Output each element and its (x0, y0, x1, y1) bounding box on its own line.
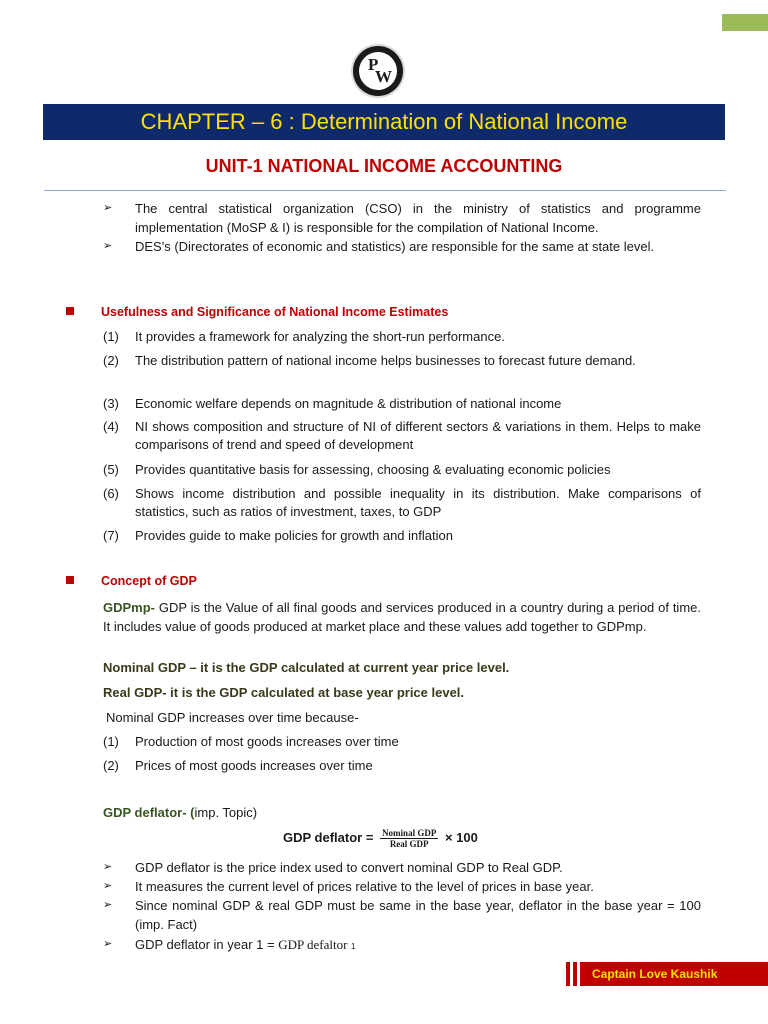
nominal-gdp-definition: Nominal GDP – it is the GDP calculated at current year price level. (103, 660, 510, 675)
arrow-bullet-icon: ➢ (103, 240, 113, 252)
logo-inner (359, 52, 397, 90)
item-text: Provides quantitative basis for assessing, choosing & evaluating economic policies (135, 462, 611, 477)
gdpmp-paragraph (103, 598, 701, 636)
author-badge (566, 962, 768, 986)
deflator-bullet (103, 858, 701, 877)
last-bullet-formula: GDP defaltor (278, 937, 348, 952)
bullet-text (135, 935, 701, 956)
formula-numerator: Nominal GDP (382, 828, 437, 838)
pw-logo (353, 46, 403, 96)
item-number: (7) (103, 528, 119, 543)
list-item (103, 461, 701, 479)
list-item (103, 757, 701, 775)
logo-letter-p: P (368, 55, 379, 74)
item-text: The distribution pattern of national income helps businesses to forecast future demand. (135, 353, 636, 368)
deflator-bullet (103, 877, 701, 896)
list-item (103, 328, 701, 346)
item-text: Prices of most goods increases over time (135, 758, 373, 773)
deflator-formula (283, 828, 478, 849)
list-item (103, 395, 701, 413)
gdpmp-text: GDP is the Value of all final goods and services produced in a country during a period of time. It includes value of goods produced at market place and these values add together to GDPmp. (103, 600, 701, 634)
formula-rhs: × 100 (444, 829, 478, 845)
gdpmp-label: GDPmp- (103, 600, 155, 615)
item-number: (6) (103, 486, 119, 501)
arrow-bullet-icon: ➢ (103, 938, 113, 950)
increase-intro: Nominal GDP increases over time because- (106, 710, 359, 725)
bullet-text: Since nominal GDP & real GDP must be same in the base year, deflator in the base year = 100 (imp. Fact) (135, 898, 701, 932)
intro-bullet (103, 237, 701, 256)
deflator-bullet (103, 896, 701, 934)
real-gdp-definition: Real GDP- it is the GDP calculated at base year price level. (103, 685, 465, 700)
item-number: (2) (103, 758, 119, 773)
unit-title: UNIT-1 NATIONAL INCOME ACCOUNTING (205, 156, 563, 176)
chapter-title: CHAPTER – 6 : Determination of National Income (43, 104, 725, 140)
arrow-bullet-icon: ➢ (103, 880, 113, 892)
list-item (103, 527, 701, 545)
item-number: (1) (103, 734, 119, 749)
last-bullet-prefix: GDP deflator in year 1 = (135, 937, 279, 952)
arrow-bullet-icon: ➢ (103, 202, 113, 214)
deflator-label: GDP deflator- ( (103, 805, 195, 820)
list-item (103, 352, 701, 370)
section-heading-text: Concept of GDP (101, 574, 197, 588)
square-bullet-icon (66, 576, 74, 584)
square-bullet-icon (66, 307, 74, 315)
item-text: Economic welfare depends on magnitude & distribution of national income (135, 396, 562, 411)
item-number: (5) (103, 462, 119, 477)
deflator-bullet (103, 935, 701, 956)
formula-fraction (380, 828, 438, 849)
list-item (103, 733, 701, 751)
arrow-bullet-icon: ➢ (103, 861, 113, 873)
bullet-text: DES's (Directorates of economic and statistics) are responsible for the same at state level. (135, 239, 655, 254)
last-bullet-subscript: 1 (351, 942, 356, 951)
item-text: Provides guide to make policies for growth and inflation (135, 528, 453, 543)
section-heading-usefulness (66, 305, 448, 319)
corner-tab (722, 14, 768, 31)
bullet-text: The central statistical organization (CSO) in the ministry of statistics and programme implementation (MoSP & I) is responsible for the compilation of National Income. (135, 201, 701, 235)
bullet-text: It measures the current level of prices relative to the level of prices in base year. (135, 879, 594, 894)
item-text: NI shows composition and structure of NI of different sectors & variations in them. Helps to make comparisons of trend and speed of development (135, 419, 701, 452)
item-text: Production of most goods increases over time (135, 734, 399, 749)
formula-lhs: GDP deflator = (283, 829, 374, 845)
author-name: Captain Love Kaushik (592, 967, 718, 981)
logo-letter-w: W (375, 67, 392, 86)
section-heading-text: Usefulness and Significance of National Income Estimates (101, 305, 449, 319)
item-text: It provides a framework for analyzing the short-run performance. (135, 329, 505, 344)
deflator-note: imp. Topic) (194, 805, 258, 820)
item-number: (3) (103, 396, 119, 411)
header-divider (44, 190, 726, 191)
item-text: Shows income distribution and possible inequality in its distribution. Make comparisons of statistics, such as ratios of investment, taxes, to GDP (135, 486, 701, 519)
list-item (103, 418, 701, 454)
deflator-heading (103, 803, 701, 822)
badge-stripe (577, 962, 580, 986)
arrow-bullet-icon: ➢ (103, 899, 113, 911)
item-number: (1) (103, 329, 119, 344)
item-number: (4) (103, 419, 119, 434)
section-heading-gdp (66, 574, 197, 588)
list-item (103, 485, 701, 521)
item-number: (2) (103, 353, 119, 368)
badge-stripe (570, 962, 573, 986)
formula-denominator: Real GDP (389, 839, 429, 849)
intro-bullet (103, 199, 701, 237)
bullet-text: GDP deflator is the price index used to convert nominal GDP to Real GDP. (135, 860, 563, 875)
